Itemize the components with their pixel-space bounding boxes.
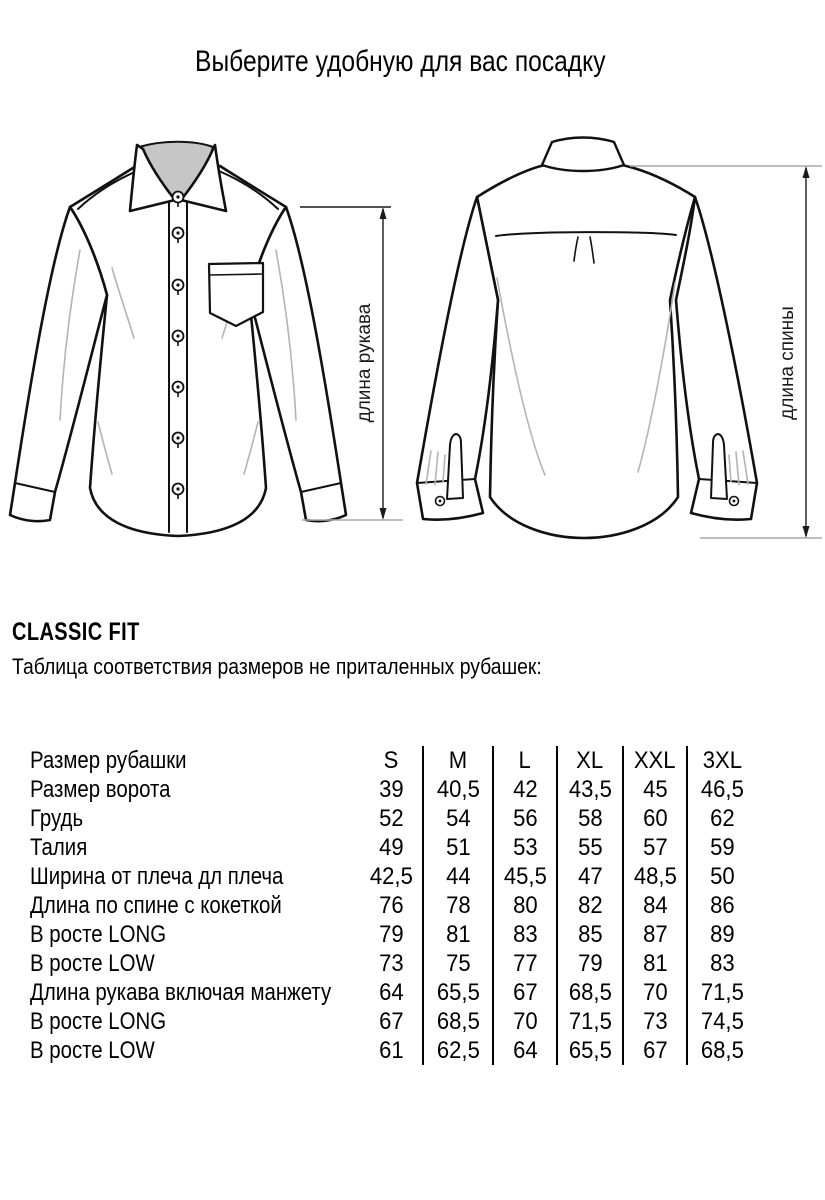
left-sleeve-placket bbox=[447, 434, 463, 499]
size-column-header-cell: S bbox=[360, 746, 423, 775]
size-value-cell: 64 bbox=[360, 978, 423, 1007]
size-value-cell: 65,5 bbox=[557, 1036, 623, 1065]
row-label-cell: Ширина от плеча дл плеча bbox=[30, 863, 284, 890]
size-value-cell: 68,5 bbox=[557, 978, 623, 1007]
row-label-cell: В росте LONG bbox=[30, 1008, 167, 1035]
table-row bbox=[30, 949, 757, 978]
size-value-cell: 68,5 bbox=[701, 1037, 744, 1064]
row-label-cell: В росте LOW bbox=[30, 950, 155, 977]
size-value-cell: 73 bbox=[623, 1007, 687, 1036]
back-body bbox=[477, 161, 695, 538]
size-value-cell: 59 bbox=[710, 834, 735, 861]
size-value-cell: 58 bbox=[557, 804, 623, 833]
size-value-cell: 42 bbox=[493, 775, 557, 804]
table-row bbox=[30, 804, 757, 833]
size-column-header-cell: XXL bbox=[623, 746, 687, 775]
size-value-cell: 64 bbox=[493, 1036, 557, 1065]
size-value-cell: 76 bbox=[360, 891, 423, 920]
size-table bbox=[30, 746, 757, 1065]
section-heading-text: CLASSIC FIT bbox=[12, 618, 140, 646]
size-value-cell: 54 bbox=[423, 804, 493, 833]
size-value-cell: 57 bbox=[623, 833, 687, 862]
size-value-cell: 44 bbox=[423, 862, 493, 891]
row-label-cell: Талия bbox=[30, 834, 88, 861]
size-value-cell: 71,5 bbox=[557, 1007, 623, 1036]
size-value-cell: 77 bbox=[493, 949, 557, 978]
size-value-cell: 83 bbox=[493, 920, 557, 949]
size-column-header-cell: 3XL bbox=[702, 747, 743, 774]
size-column-header-cell: XL bbox=[557, 746, 623, 775]
sleeve-length-label: длина рукава bbox=[354, 303, 375, 423]
size-value-cell: 81 bbox=[623, 949, 687, 978]
size-value-cell: 87 bbox=[623, 920, 687, 949]
size-value-cell: 78 bbox=[423, 891, 493, 920]
size-value-cell: 82 bbox=[557, 891, 623, 920]
size-value-cell: 43,5 bbox=[557, 775, 623, 804]
size-value-cell: 46,5 bbox=[701, 776, 744, 803]
size-value-cell: 53 bbox=[493, 833, 557, 862]
arrow-down-icon bbox=[803, 526, 810, 538]
right-cuff-button bbox=[730, 497, 739, 506]
size-column-header-cell: L bbox=[493, 746, 557, 775]
size-value-cell: 56 bbox=[493, 804, 557, 833]
shirt-front-silhouette bbox=[10, 166, 346, 536]
size-value-cell: 79 bbox=[360, 920, 423, 949]
table-row bbox=[30, 978, 757, 1007]
section-heading bbox=[12, 617, 172, 647]
front-collar bbox=[130, 142, 226, 211]
shirt-back-silhouette bbox=[417, 161, 757, 538]
size-column-header-cell: M bbox=[423, 746, 493, 775]
size-value-cell: 48,5 bbox=[623, 862, 687, 891]
size-value-cell: 39 bbox=[360, 775, 423, 804]
size-value-cell: 67 bbox=[623, 1036, 687, 1065]
table-row bbox=[30, 1036, 757, 1065]
size-value-cell: 86 bbox=[710, 892, 735, 919]
size-value-cell: 89 bbox=[710, 921, 735, 948]
size-value-cell: 45 bbox=[623, 775, 687, 804]
row-label-cell: Размер рубашки bbox=[30, 747, 187, 774]
arrow-up-icon bbox=[803, 166, 810, 178]
table-row bbox=[30, 862, 757, 891]
size-table-header-row bbox=[30, 746, 757, 775]
size-value-cell: 55 bbox=[557, 833, 623, 862]
size-value-cell: 70 bbox=[623, 978, 687, 1007]
shirt-front-drawing bbox=[0, 128, 405, 580]
table-row bbox=[30, 833, 757, 862]
back-collar bbox=[542, 138, 624, 172]
size-value-cell: 60 bbox=[623, 804, 687, 833]
size-value-cell: 71,5 bbox=[701, 979, 744, 1006]
table-row bbox=[30, 1007, 757, 1036]
size-value-cell: 70 bbox=[493, 1007, 557, 1036]
size-value-cell: 68,5 bbox=[423, 1007, 493, 1036]
size-value-cell: 80 bbox=[493, 891, 557, 920]
size-value-cell: 52 bbox=[360, 804, 423, 833]
row-label-cell: В росте LONG bbox=[30, 921, 167, 948]
size-value-cell: 81 bbox=[423, 920, 493, 949]
page-title-text: Выберите удобную для вас посадку bbox=[195, 45, 606, 78]
row-label-cell: Длина по спине с кокеткой bbox=[30, 892, 282, 919]
size-value-cell: 62 bbox=[710, 805, 735, 832]
size-value-cell: 65,5 bbox=[423, 978, 493, 1007]
chest-pocket bbox=[209, 263, 263, 326]
size-value-cell: 84 bbox=[623, 891, 687, 920]
table-row bbox=[30, 920, 757, 949]
size-value-cell: 85 bbox=[557, 920, 623, 949]
size-value-cell: 83 bbox=[710, 950, 735, 977]
size-value-cell: 47 bbox=[557, 862, 623, 891]
row-label-cell: Размер ворота bbox=[30, 776, 171, 803]
back-length-label: длина спины bbox=[777, 306, 798, 420]
size-value-cell: 73 bbox=[360, 949, 423, 978]
pocket-hem-line bbox=[209, 274, 263, 275]
left-cuff-button bbox=[436, 497, 445, 506]
table-row bbox=[30, 775, 757, 804]
row-label-cell: Длина рукава включая манжету bbox=[30, 979, 332, 1006]
table-caption bbox=[12, 652, 614, 682]
size-value-cell: 50 bbox=[710, 863, 735, 890]
table-row bbox=[30, 891, 757, 920]
size-value-cell: 74,5 bbox=[701, 1008, 744, 1035]
size-value-cell: 75 bbox=[423, 949, 493, 978]
size-value-cell: 62,5 bbox=[423, 1036, 493, 1065]
arrow-down-icon bbox=[380, 508, 387, 520]
size-value-cell: 79 bbox=[557, 949, 623, 978]
size-value-cell: 49 bbox=[360, 833, 423, 862]
shirt-back-drawing bbox=[405, 128, 825, 580]
right-sleeve-placket bbox=[711, 434, 727, 499]
size-value-cell: 67 bbox=[493, 978, 557, 1007]
row-label-cell: В росте LOW bbox=[30, 1037, 155, 1064]
arrow-up-icon bbox=[380, 207, 387, 219]
size-table-body bbox=[30, 746, 757, 1065]
size-value-cell: 67 bbox=[360, 1007, 423, 1036]
size-value-cell: 61 bbox=[360, 1036, 423, 1065]
front-body bbox=[70, 166, 286, 536]
size-value-cell: 42,5 bbox=[360, 862, 423, 891]
size-value-cell: 40,5 bbox=[423, 775, 493, 804]
row-label-cell: Грудь bbox=[30, 805, 84, 832]
size-value-cell: 45,5 bbox=[493, 862, 557, 891]
table-caption-text: Таблица соответствия размеров не приталенных рубашек: bbox=[12, 654, 542, 679]
size-value-cell: 51 bbox=[423, 833, 493, 862]
